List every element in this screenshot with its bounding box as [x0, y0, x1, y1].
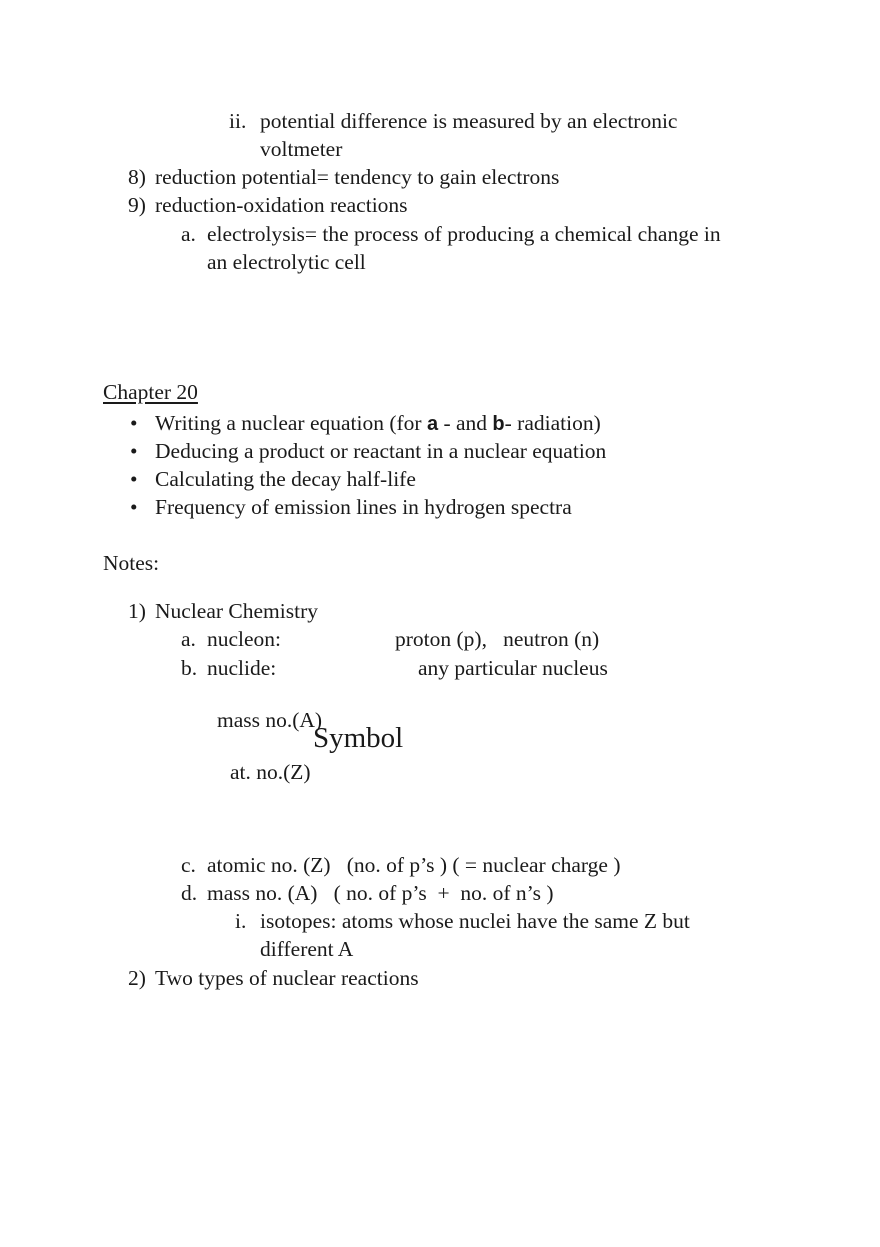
item-9a-line2: an electrolytic cell — [207, 250, 366, 274]
bullet-icon: • — [130, 411, 138, 435]
item-1-text: Nuclear Chemistry — [155, 599, 318, 623]
mass-number-label: mass no.(A) — [217, 708, 323, 732]
nucleon-definition: proton (p), neutron (n) — [395, 627, 600, 651]
alpha-symbol: a — [426, 413, 439, 435]
bullet-1-before: Writing a nuclear equation (for — [155, 411, 427, 435]
nucleon-term: nucleon: — [207, 627, 282, 651]
item-ii-line1: potential difference is measured by an electronic — [260, 109, 678, 133]
bullet-3-text: Calculating the decay half-life — [155, 467, 416, 491]
notes-label: Notes: — [103, 551, 160, 575]
list-marker-ii: ii. — [229, 109, 247, 133]
item-8-text: reduction potential= tendency to gain electrons — [155, 165, 560, 189]
chapter-heading: Chapter 20 — [103, 380, 198, 404]
nuclide-definition: any particular nucleus — [418, 656, 608, 680]
list-marker-9a: a. — [181, 222, 196, 246]
bullet-2-text: Deducing a product or reactant in a nuclear equation — [155, 439, 607, 463]
list-marker-a: a. — [181, 627, 196, 651]
atomic-number-label: at. no.(Z) — [230, 760, 311, 784]
bullet-1-after: - radiation) — [504, 411, 601, 435]
item-2-text: Two types of nuclear reactions — [155, 966, 419, 990]
list-marker-9: 9) — [128, 193, 146, 217]
bullet-icon: • — [130, 439, 138, 463]
bullet-1-middle: - and — [438, 411, 493, 435]
beta-symbol: b — [492, 413, 505, 435]
item-d-text: mass no. (A) ( no. of p’s + no. of n’s ) — [207, 881, 554, 905]
list-marker-i: i. — [235, 909, 247, 933]
item-i-line1: isotopes: atoms whose nuclei have the same Z but — [260, 909, 690, 933]
item-ii-line2: voltmeter — [260, 137, 343, 161]
list-marker-d: d. — [181, 881, 198, 905]
item-9-text: reduction-oxidation reactions — [155, 193, 408, 217]
list-marker-1: 1) — [128, 599, 146, 623]
item-9a-line1: electrolysis= the process of producing a chemical change in — [207, 222, 721, 246]
nuclide-term: nuclide: — [207, 656, 277, 680]
list-marker-b: b. — [181, 656, 198, 680]
item-i-line2: different A — [260, 937, 354, 961]
bullet-4-text: Frequency of emission lines in hydrogen spectra — [155, 495, 572, 519]
bullet-icon: • — [130, 495, 138, 519]
bullet-1-text — [155, 413, 601, 435]
element-symbol-label: Symbol — [313, 722, 404, 754]
item-c-text: atomic no. (Z) (no. of p’s ) ( = nuclear charge ) — [207, 853, 621, 877]
list-marker-c: c. — [181, 853, 196, 877]
list-marker-8: 8) — [128, 165, 146, 189]
list-marker-2: 2) — [128, 966, 146, 990]
bullet-icon: • — [130, 467, 138, 491]
